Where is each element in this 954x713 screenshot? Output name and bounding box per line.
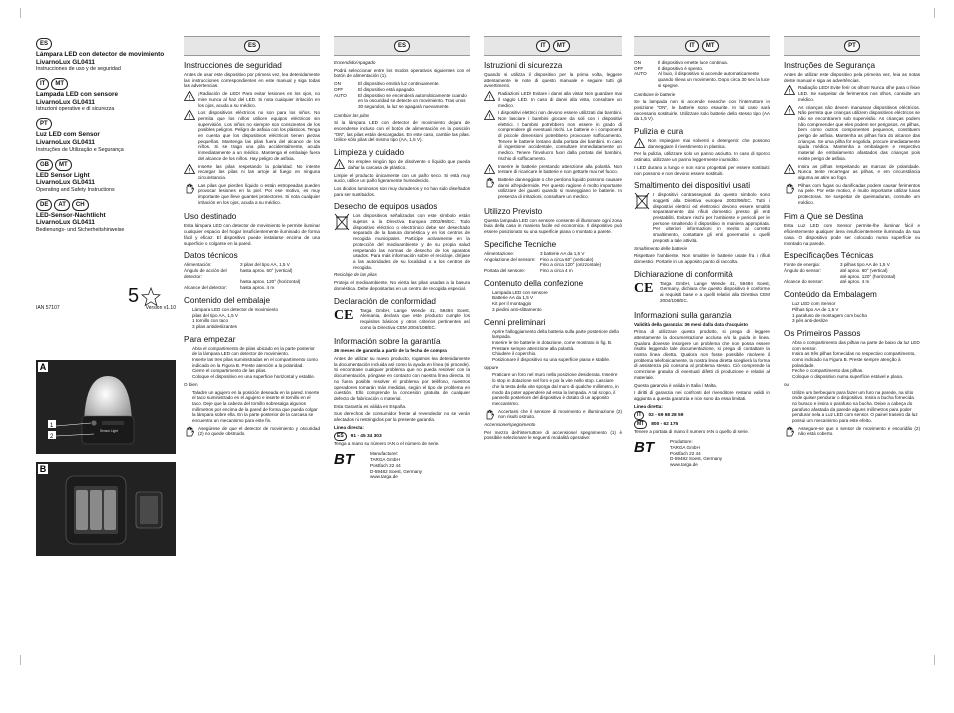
paragraph: Targa GmbH, Lange Wende 41, 59494 Soest, Germany, dichiara che questo dispositivo è conforme ai requisiti base e a quelli relativi alla Direttiva CEM 2004/108/EC. <box>660 280 770 303</box>
subheading: Encendido/Apagado <box>334 60 376 65</box>
warning-triangle-icon <box>184 164 195 174</box>
spec-row: Fonte de energia: 3 pilhas tipo AA de 1,5 V <box>784 262 890 268</box>
conformity-block <box>634 281 770 306</box>
callout-number: 1 <box>50 422 54 429</box>
paragraph: Questa lampada LED con sensore consente di illuminare ogni zona buia della casa in maniera facile ed economica. Il dispositivo può essere posizionato su una superficie piana o montato a parete. <box>484 217 622 235</box>
glove-hand-icon <box>484 177 495 188</box>
warning-text: ¡Radiación de LED! Para evitar lesiones en los ojos, no mire nunca al haz del LED. Si nota cualquier irritación en los ojos, acuda a su médico. <box>198 91 320 108</box>
steps-list <box>784 340 920 380</box>
ce-mark-icon: CE <box>334 307 354 323</box>
list-item: • Praticare un foro nel muro nella posizione desiderata. Inserire lo stop in dotazione nel foro e poi la vite nello stop. Lasciare che la testa della vite sporga dal muro di qualche millimetro, in modo da poter appendere ad essa la lampada. A tal scopo, il pannello posteriore del dispositivo è dotato di un apposito meccanismo. <box>492 372 622 406</box>
list-item: • 3 piedini anti-slittamento <box>492 307 622 313</box>
spec-row: Alcance do sensor: até aprox. 4 m <box>784 279 870 285</box>
crop-mark-top-right <box>934 8 945 18</box>
paragraph: Targa GmbH, Lange Wende 41, 59494 Soest, Alemania, declara que este producto cumple los requisitos básicos y otros criterios pertinentes así como la Directiva CEM 2004/108/EC. <box>360 307 470 330</box>
warning-triangle-icon <box>334 159 345 169</box>
lang-badge: ES <box>244 40 260 52</box>
section-heading: Información sobre la garantía <box>334 337 441 347</box>
column-pt <box>784 0 920 675</box>
list-item: • Abra el compartimento de pilas ubicado en la parte posterior de la lámpara LED con detector de movimiento. <box>192 346 320 357</box>
list-item: • Batterie AA da 1,5 V <box>492 295 622 301</box>
warning-text: Radiação LED! Evite ferir os olhos! Nunca olhe para o feixe LED. Se suspeitar de ferimentos nos olhos, consulte um médico. <box>798 85 920 102</box>
figure-label: B <box>39 464 47 474</box>
list-item: • Aprire l'alloggiamento della batteria sulla parte posteriore della lampada. <box>492 329 622 340</box>
spec-row: até aprox. 120° (horizontal) <box>840 273 896 279</box>
product-model: LivarnoLux GL0411 <box>36 179 95 187</box>
paragraph: Antes de usar este dispositivo por primera vez, lea detenidamente las instrucciones correspondientes en este manual y siga todas las advertencias. <box>184 72 320 89</box>
lang-badge: MT <box>634 420 647 429</box>
section-heading: Specifiche Tecniche <box>484 239 557 249</box>
section-heading: Fim a Que se Destina <box>784 212 864 222</box>
warranty-period: Validità della garanzia: 36 mesi dalla data d'acquisto <box>634 321 748 327</box>
warning-block <box>484 164 622 177</box>
warning-block <box>634 138 770 151</box>
lang-badge: PT <box>36 118 52 130</box>
manufacturer-label: Produttore: <box>670 439 693 445</box>
conformity-block <box>334 308 470 333</box>
list-item: • Lampada LED con sensore <box>492 290 622 296</box>
warning-triangle-icon <box>634 138 645 148</box>
svg-text:!: ! <box>788 90 791 96</box>
spec-row: Alcance del detector: hasta aprox. 4 m <box>184 285 275 291</box>
paragraph: Proteja el medioambiente. No vierta las pilas usadas a la basura doméstica. Debe depositarlas en un centro de recogida especial. <box>334 280 470 291</box>
steps-list <box>184 390 320 424</box>
mode-row: AUTO El dispositivo se encenderá automáticamente cuando en la oscuridad se detecte un movimiento. Tras unos 30 segundos, la luz se apagará nuevamente. <box>334 92 467 109</box>
manufacturer-block: BT Manufacturer: TARGA GmbH Postfach 22 44 D-59482 Soest, Germany www.targa.de <box>334 451 423 480</box>
paragraph: Esta Garantía es válida en España. <box>334 403 407 409</box>
lang-badge: ES <box>36 38 52 50</box>
paragraph: Los diodos luminosos son muy duraderos y no han sido diseñados para ser sustituidos. <box>334 185 470 197</box>
lang-badge: ES <box>394 40 410 52</box>
product-title-es <box>36 38 176 73</box>
language-header <box>784 36 920 56</box>
paragraph: Esta lámpara LED con detector de movimiento le permite iluminar cualquier espacio del hogar insuficientemente iluminado de forma fácil y eficaz. El dispositivo puede instalarse encima de una superficie o colgarse en la pared. <box>184 223 320 246</box>
product-subtitle: Instruções de Utilização e Segurança <box>36 146 124 153</box>
warning-text: Inserte las pilas respetando la polaridad. No intente recargar las pilas ni las arroje al fuego en ninguna circunstancia. <box>198 163 320 180</box>
note-text: Asegúrese de que el detector de movimiento y oscuridad (2) no quede obstruido. <box>198 425 320 437</box>
list-item: • Luz LED com Sensor <box>792 301 920 307</box>
warning-text: Los dispositivos eléctricos no son para los niños. No permita que los niños utilicen equipos eléctricos sin supervisión. Los niños no siempre son conscientes de los posibles peligros. Peligro de asfixia con los plásticos. Tenga en cuenta que los dispositivos eléctricos tienen piezas pequeñas. Mantenga las pilas fuera del alcance de los niños. Si se traga una pila accidentalmente, acuda inmediatamente a un médico. Mantenga el embalaje fuera del alcance de los niños. Hay peligro de asfixia. <box>198 110 320 161</box>
product-title-de <box>36 199 176 234</box>
warning-text: As crianças não devem manusear dispositivos eléctricos. Não permita que crianças utilizem dispositivos eléctricos se não se encontrarem sob supervisão. As crianças podem não compreender que eles podem ser perigosos. As pilhas, bem como outros componentes pequenos, constituem perigo de asfixia. Mantenha as pilhas fora do alcance das crianças. Se uma pilha for engolida, procure imediatamente ajuda médica. Mantenha a embalagem e respectivo material de embalamento afastados das crianças pois existe perigo de asfixia. <box>798 104 920 161</box>
lang-badge: IT <box>685 40 698 52</box>
warranty-years: 5 <box>128 285 140 307</box>
paragraph: Los dispositivos señalizados con este símbolo están sujetos a la Directiva Europea 2002/96/EC. Todo dispositivo eléctrico o electrónico debe ser desechado separado de la basura doméstica y en los centros de recogida municipales. Participe activamente en la protección del medioambiente y de su propia salud respetando las normas de desecho de los aparatos usados. Para más información sobre el reciclaje, diríjase a las autoridades de su localidad o a los centros de recogida. <box>353 213 470 270</box>
subheading: Accensione/spegnimento <box>484 422 536 428</box>
warning-triangle-icon <box>784 105 795 115</box>
warning-block <box>484 110 622 163</box>
spec-row: Angolazione del sensore: Fino a circa 60° (verticale) <box>484 256 594 262</box>
glove-hand-icon <box>184 183 195 194</box>
list-item: • 3 pés anti-deslize <box>792 318 920 324</box>
lang-badge: MT <box>702 40 719 52</box>
product-name: LED Sensor Light <box>36 171 90 179</box>
list-item: • 1 parafuso de montagem com bucha <box>792 313 920 319</box>
list-item: • Abra o compartimento das pilhas na parte de baixo da luz LED com sensor. <box>792 340 920 351</box>
product-name: LED-Sensor-Nachtlicht <box>36 211 106 219</box>
column-it-1 <box>484 0 622 675</box>
paragraph: Se la lampada non si accende neanche con l'interruttore in posizione "ON", le batterie sono esaurite. In tal caso sarà necessario sostituirle. Utilizzare solo batterie dello stesso tipo (AA da 1,5 V). <box>634 99 770 122</box>
list-item: • Cierre el compartimento de las pilas. <box>192 368 320 374</box>
callout-number: 2 <box>50 433 54 440</box>
warning-text: Non impiegare mai solventi o detergenti: che possono danneggiare il rivestimento in plastica. <box>648 138 770 149</box>
section-heading: Pulizia e cura <box>634 127 684 137</box>
product-name: Lampada LED con sensore <box>36 91 119 99</box>
note-block <box>784 426 920 439</box>
lang-badge: AT <box>54 199 70 211</box>
svg-text:!: ! <box>788 168 791 174</box>
lamp-front-illustration <box>36 360 176 454</box>
warning-triangle-icon <box>784 85 795 95</box>
warning-block <box>484 177 622 202</box>
list-item: • Feche o compartimento das pilhas. <box>792 368 920 374</box>
crop-mark-bottom-left <box>20 655 31 665</box>
figure-a <box>36 360 176 454</box>
steps-list <box>184 346 320 380</box>
warning-block <box>184 91 320 110</box>
paragraph: I diritti di garanzia nei confronti del rivenditore restano validi in aggiunta a questa garanzia e non sono da essa limitati. <box>634 390 770 401</box>
list-item: • Taladre un agujero en la posición deseada en la pared. Inserte el taco suministrado en el agujero e inserte el tornillo en el taco. Deje que la cabeza del tornillo sobresalga algunos milímetros por encima de la pared de forma que pueda colgar la lámpara sobre ella. En la parte posterior de la carcasa se encuentra un mecanismo para este fin. <box>192 390 320 424</box>
package-list <box>784 301 920 324</box>
note-text: Accertarsi che il sensore di movimento e illuminazione (2) non risulti ostruito. <box>498 408 622 420</box>
manufacturer-logo: BT <box>334 451 354 469</box>
list-item: • pilas del tipo AA, 1,5 V <box>192 313 320 319</box>
section-heading: Smaltimento dei dispositivi usati <box>634 181 751 191</box>
warning-text: I dispositivi elettrici non devono essere utilizzati dai bambini. Non lasciare i bambini giocare da soli con i dispositivi elettrici. I bambini potrebbero non essere in grado di comprendere gli eventuali rischi. Le batterie e i componenti di piccole dimensioni potrebbero provocare soffocamento. Tenere le batterie lontano dalla portata dei bambini. In caso di ingestione accidentale, consultare immediatamente un medico. Tenere l'involucro fuori dalla portata dei bambini, rischio di soffocamento. <box>498 110 622 161</box>
mode-row: AUTO Al buio, il dispositivo si accende automaticamente quando rileva un movimento. Dopo circa 30 sec la luce si spegne. <box>634 71 770 88</box>
glove-hand-icon <box>784 183 795 194</box>
warning-text: Insira as pilhas respeitando as marcas de polaridade. Nunca tente recarregar as pilhas, e em circunstância alguma as atire ao fogo. <box>798 163 920 180</box>
package-list <box>484 290 622 313</box>
paragraph: Antes de utilizar este dispositivo pela primeira vez, leia as notas deste manual e siga as advertências. <box>784 72 920 83</box>
section-heading: Contenuto della confezione <box>484 278 584 288</box>
product-title-it <box>36 78 176 113</box>
crop-mark-bottom-right <box>934 655 945 665</box>
paragraph: I LED durano a lungo e non sono progettati per essere sostituiti: non possono e non devono essere sostituiti. <box>634 164 770 176</box>
section-heading: Especificações Técnicas <box>784 251 874 261</box>
column-it-2 <box>634 0 770 675</box>
section-heading: Desecho de equipos usados <box>334 202 438 212</box>
figure-b <box>36 462 176 556</box>
svg-text:!: ! <box>338 163 341 170</box>
mode-row: ON El dispositivo emitirá luz continuamente. <box>334 81 440 87</box>
warning-block <box>334 159 470 172</box>
hotline-row <box>334 432 470 441</box>
list-item: • Insira as três pilhas fornecidas no respectivo compartimento, como indicado na Figura B. Preste sempre atenção à polaridade. <box>792 351 920 368</box>
crop-mark-top-left <box>20 8 31 18</box>
note-block <box>484 409 622 422</box>
lang-badge: DE <box>36 199 52 211</box>
product-subtitle: Operating and Safety Instructions <box>36 186 115 193</box>
column-es-1 <box>184 0 320 675</box>
product-subtitle: Istruzioni operative e di sicurezza <box>36 106 115 113</box>
lang-badge: CH <box>72 199 89 211</box>
hotline-number: 02 - 69 68 28 59 <box>648 412 684 418</box>
svg-text:!: ! <box>188 95 191 102</box>
product-name: Luz LED com Sensor <box>36 131 100 139</box>
list-item: • 1 tornillo con taco <box>192 318 320 324</box>
paragraph: oppure <box>484 364 499 370</box>
product-name: Lámpara LED con detector de movimiento <box>36 51 165 58</box>
paragraph: Si la lámpara LED con detector de movimiento dejara de encenderse incluso con el botón de alimentación en la posición "ON", las pilas están descargadas. En este caso, cambie las pilas. Utilice sólo pilas del mismo tipo (AA, 1,5 V). <box>334 120 470 143</box>
paragraph: ou <box>784 381 790 387</box>
warning-text: Pilhas com fugas ou danificadas podem causar ferimentos na pele. Por este motivo, é muito importante utilizar luvas protectoras. Se suspeitar de queimaduras, consulte um médico. <box>798 182 920 205</box>
list-item: • Inserte las tres pilas suministradas en el compartimento como indicado en la Figura B. Preste atención a la polaridad. <box>192 357 320 368</box>
warning-text: No emplee ningún tipo de disolvente o líquido que pueda dañar la carcasa de plástico. <box>348 159 470 170</box>
steps-list <box>784 390 920 424</box>
battery-compartment-illustration <box>36 462 176 556</box>
warning-block <box>784 85 920 104</box>
disposal-block <box>634 192 770 245</box>
section-heading: Cenni preliminari <box>484 317 546 327</box>
lang-badge: MT <box>553 40 570 52</box>
manufacturer-logo: BT <box>634 439 654 457</box>
paragraph: O bien <box>184 381 198 387</box>
warning-triangle-icon <box>184 110 195 120</box>
spec-row: Alimentazione: 3 batterie AA da 1,5 V <box>484 250 585 256</box>
list-item: • Inserire le tre batterie in dotazione, come mostrato in fig. B. Prestare sempre attenzione alla polarità. <box>492 340 622 351</box>
lang-badge: IT <box>536 40 549 52</box>
lamp-brand-label: Sensor Light <box>100 429 118 433</box>
svg-text:!: ! <box>488 114 491 121</box>
crossed-bin-icon <box>334 213 350 231</box>
section-heading: Os Primeiros Passos <box>784 328 861 338</box>
spec-row: Alimentación: 3 pilas del tipo AA, 1,5 V <box>184 262 290 268</box>
warning-block <box>784 105 920 164</box>
disposal-block <box>334 213 470 272</box>
svg-text:!: ! <box>488 95 491 102</box>
ian-row <box>36 305 176 311</box>
section-heading: Istruzioni di sicurezza <box>484 61 563 70</box>
section-heading: Informazioni sulla garanzia <box>634 310 732 320</box>
paragraph: Limpie el producto únicamente con un paño seco. Si está muy sucio, utilice un paño ligeramente humedecido. <box>334 172 470 184</box>
paragraph: Tenere a portata di mano il numero IAN o quello di serie. <box>634 429 749 435</box>
list-item: • Kit per il montaggio <box>492 301 622 307</box>
mode-row: ON Il dispositivo emette luce continua. <box>634 60 728 65</box>
paragraph: Prima di utilizzare questo prodotto, si prega di leggere attentamente la documentazione acclusa e/o la guida in linea. Qualora dovesse insorgere un problema che non possa essere risolto leggendo tale documentazione, si prega di contattare la nostra linea diretta. Qualora non fosse possibile risolvere il problema telefonicamente, la nostra linea diretta sceglierà la forma di assistenza più consona al problema stesso. Ciò comprende la correzione gratuita di eventuali difetti di produzione e relativi al materiale. <box>634 329 770 380</box>
list-item: • Posizionare il dispositivo su una superficie piana e stabile. <box>492 357 622 363</box>
section-heading: Dichiarazione di conformità <box>634 269 733 279</box>
column-es-2 <box>334 0 470 675</box>
product-subtitle: Bedienungs- und Sicherheitshinweise <box>36 226 125 233</box>
paragraph: Questa garanzia è valida in Italia / Malta. <box>634 382 717 388</box>
package-list <box>184 307 320 330</box>
spec-row: Portata del sensore: Fino a circa 4 m <box>484 267 573 273</box>
hotline-number: 91 - 45 34 303 <box>350 433 382 439</box>
list-item: • Chiudere il coperchio. <box>492 351 622 357</box>
paragraph: Sus derechos de consumidor frente al revendedor no se verán afectados ni restringidos por la presente garantía. <box>334 411 470 423</box>
lang-badge: IT <box>634 411 644 420</box>
paragraph: Per mezzo dell'interruttore di accensione/ spegnimento (1) è possibile selezionare le seguenti modalità operative: <box>484 429 622 441</box>
section-heading: Instruções de Segurança <box>784 61 876 70</box>
subheading: Cambiare le batterie <box>634 91 676 97</box>
spec-row: hasta aprox. 120° (horizontal) <box>240 279 301 285</box>
version-number: Version v1.10 <box>145 305 176 311</box>
paragraph: Podrá seleccionar entre los modos operativos siguientes con el botón de alimentación (1). <box>334 67 470 79</box>
warning-block <box>184 183 320 208</box>
warning-text: Radiazioni LED! Evitare i danni alla vista! Non guardare mai il raggio LED. In caso di danni alla vista, consultare un medico. <box>498 91 622 108</box>
list-item: • 3 pilas antideslizantes <box>192 324 320 330</box>
hand-icon <box>484 409 495 420</box>
language-header <box>634 36 770 56</box>
paragraph: Tenga a mano su número IAN o el número de serie. <box>334 441 440 447</box>
product-subtitle: Instrucciones de uso y de seguridad <box>36 66 121 73</box>
lang-badge: PT <box>844 40 860 52</box>
mode-row: OFF Il dispositivo è spento. <box>634 65 704 71</box>
warning-triangle-icon <box>484 91 495 101</box>
note-text: Assegure-se que o sensor de movimento e escuridão (2) não está coberto. <box>798 425 920 437</box>
section-heading: Conteúdo da Embalagem <box>784 290 877 300</box>
svg-text:!: ! <box>188 114 191 121</box>
manufacturer-label: Manufacturer: <box>370 451 399 457</box>
list-item: • Coloque o dispositivo numa superfície estável e plana. <box>792 374 920 380</box>
section-heading: Utilizzo Previsto <box>484 206 543 216</box>
hotline-row <box>634 411 770 420</box>
warning-block <box>784 164 920 183</box>
hand-icon <box>784 426 795 437</box>
lang-badge: IT <box>36 78 49 90</box>
svg-text:!: ! <box>638 142 641 149</box>
lang-badge: ES <box>334 432 347 441</box>
paragraph: Antes de utilizar su nuevo producto, rogamos lea detenidamente la documentación incluida así como la ayuda en línea (si procede). Si encontrase cualquier problema que no pueda resolver con la documentación, póngase en contacto con nuestra línea directa. Si no fuera posible resolver el problema por teléfono, nuestros operadores tomarán más medidas, según el tipo de problema en cuestión. Ello comprende la concesión gratuita de cualquier defecto de fabricación o material. <box>334 356 470 401</box>
mode-row: OFF El dispositivo está apagado. <box>334 86 416 92</box>
ce-mark-icon: CE <box>634 280 654 296</box>
paragraph: Per la pulizia, utilizzare solo un panno asciutto. In caso di sporco ostinato, utilizzare un panno leggermente inumidito. <box>634 151 770 163</box>
section-heading: Contenido del embalaje <box>184 295 271 305</box>
product-model: LivarnoLux GL0411 <box>36 58 95 66</box>
spec-row: Ángulo de acción del detector: hasta aprox. 60° (vertical) <box>184 267 293 279</box>
spec-row: Fino a circa 120° (orizzontale) <box>540 262 602 268</box>
hotline-label: Linea diretta: <box>634 403 663 409</box>
language-header <box>334 36 470 56</box>
hotline-row <box>634 420 770 429</box>
paragraph: Quando si utilizza il dispositivo per la prima volta, leggere attentamente le note di questo manuale e seguire tutti gli avvertimenti. <box>484 72 622 89</box>
product-model: LivarnoLux GL0411 <box>36 138 95 146</box>
hotline-label: Línea directa: <box>334 424 364 430</box>
language-header <box>484 36 622 56</box>
list-item: • Lámpara LED con detector de movimiento <box>192 307 320 313</box>
warning-text: Inserire le batterie prestando attenzione alla polarità. Non tentare di ricaricare le batterie e non gettarle mai nel fuoco. <box>498 163 622 175</box>
warning-block <box>184 164 320 183</box>
warning-triangle-icon <box>184 91 195 101</box>
ian-number: IAN 57107 <box>36 305 60 311</box>
figure-label: A <box>39 362 47 372</box>
subheading: Reciclaje de las pilas <box>334 272 377 278</box>
svg-text:!: ! <box>488 168 491 174</box>
subheading: Smaltimento delle batterie <box>634 245 688 251</box>
svg-text:!: ! <box>188 168 191 174</box>
steps-list <box>484 372 622 406</box>
lang-badge: MT <box>55 159 72 171</box>
manufacturer-block: BT Produttore: TARGA GmbH Postfach 22 44 D-59482 Soest, Germany www.targa.de <box>634 439 723 468</box>
product-model: LivarnoLux GL0411 <box>36 98 95 106</box>
paragraph: Esta Luz LED com Sensor permite-lhe iluminar fácil e eficientemente qualquer área insuficientemente iluminada da sua casa. O dispositivo pode ser colocado numa superfície ou montado na parede. <box>784 223 920 246</box>
hand-icon <box>184 426 195 437</box>
product-title-gb <box>36 159 176 194</box>
note-block <box>184 426 320 439</box>
list-item: • Utilize um berbequim para fazer um furo na parede, na sítio onde quiser pendurar o dispositivo. Insira a bucha fornecida no buraco e insira o parafuso na bucha. Deixe a cabeça do parafuso afastada da parede alguns milímetros para poder pendurar nela a Luz LED com sensor. O painel traseiro da luz possui um mecanismo para este efeito. <box>792 390 920 424</box>
warning-block <box>784 183 920 208</box>
section-heading: Limpieza y cuidado <box>334 148 405 158</box>
section-heading: Instrucciones de seguridad <box>184 61 282 70</box>
warning-triangle-icon <box>484 110 495 120</box>
section-heading: Declaración de conformidad <box>334 296 436 306</box>
warning-block <box>184 110 320 163</box>
paragraph: I dispositivi contrassegnati da questo simbolo sono soggetti alla Direttiva europea 2002/96/EC. Tutti i dispositivi elettrici ed elettronici devono essere smaltiti separatamente dai rifiuti domestici presso gli enti prestabiliti. Evitare rischi per l'ambiente e pericoli per le persone smaltendo il dispositivo in maniera appropriata. Per ulteriori informazioni in merito al corretto smaltimento, contattare gli enti governativi o quelli preposti a tale attività. <box>653 192 770 243</box>
list-item: • Pilhas tipo AA de 1,5 V <box>792 307 920 313</box>
lang-badge: MT <box>51 78 68 90</box>
warning-triangle-icon <box>784 164 795 174</box>
star-icon <box>141 287 161 307</box>
section-heading: Uso destinado <box>184 212 237 222</box>
section-heading: Datos técnicos <box>184 251 238 261</box>
list-item: • Coloque el dispositivo en una superficie horizontal y estable. <box>192 374 320 380</box>
hotline-number: 800 - 62 175 <box>651 421 679 427</box>
warning-text: Las pilas que pierden líquido o están estropeadas pueden provocar lesiones en la piel. Por ese motivo, es muy importante que lleve guantes protectores. Si nota cualquier irritación en los ojos, acuda a su médico. <box>198 182 320 205</box>
crossed-bin-icon <box>634 192 650 210</box>
lang-badge: GB <box>36 159 53 171</box>
steps-list <box>484 329 622 363</box>
spec-row: Ângulo do sensor: até aprox. 60° (vertical) <box>784 267 888 273</box>
language-header <box>184 36 320 56</box>
warning-triangle-icon <box>484 164 495 174</box>
warning-text: Batterie danneggiate o che perdono liquido possono causare danni all'epidermide. Per questo ragione è molto importante utilizzare dei guanti quando si maneggiano le batterie. In presenza di irritazioni, consultare un medico. <box>498 176 622 200</box>
paragraph: Rispettare l'ambiente. Non smaltire le batterie usate fra i rifiuti domestici. Portarle in un apposito punto di raccolta. <box>634 253 770 264</box>
subheading: Cambiar las pilas <box>334 112 370 118</box>
svg-text:!: ! <box>788 109 791 115</box>
product-model: LivarnoLux GL0411 <box>36 219 95 227</box>
product-title-pt <box>36 118 176 153</box>
warning-block <box>484 91 622 110</box>
section-heading: Para empezar <box>184 334 236 344</box>
warranty-period: 36 meses de garantía a partir de la fecha de compra <box>334 348 447 354</box>
